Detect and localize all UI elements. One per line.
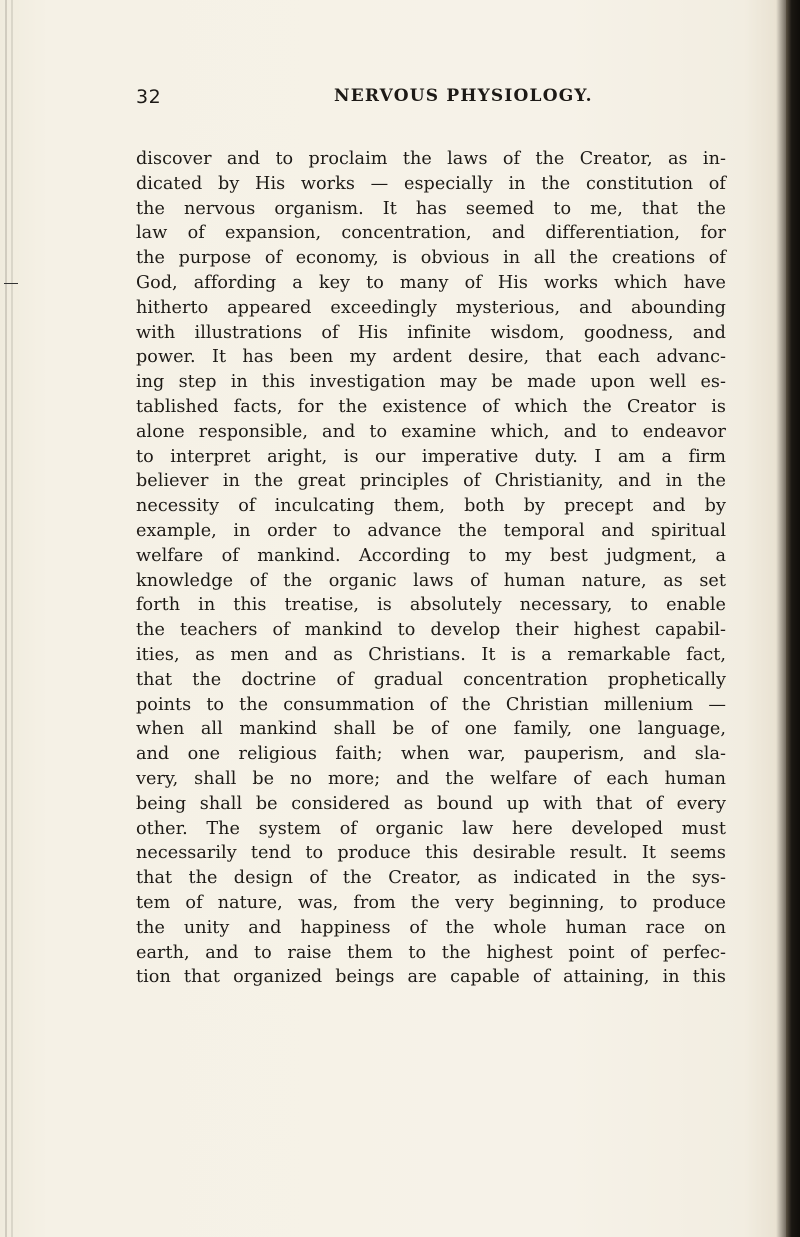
text-line: knowledge of the organic laws of human nature, as set [136, 570, 726, 591]
text-line: law of expansion, concentration, and differentiation, for [136, 223, 726, 244]
text-line: power. It has been my ardent desire, that each advanc- [136, 347, 726, 368]
text-line: believer in the great principles of Christianity, and in the [136, 471, 726, 492]
page-number: 32 [136, 86, 162, 108]
text-line: tion that organized beings are capable of attaining, in this [136, 967, 726, 988]
text-line: the teachers of mankind to develop their highest capabil- [136, 620, 726, 641]
text-line: to interpret aright, is our imperative duty. I am a firm [136, 446, 726, 467]
text-line: welfare of mankind. According to my best judgment, a [136, 545, 726, 566]
text-line: points to the consummation of the Christian millenium — [136, 694, 726, 715]
body-paragraph [136, 147, 726, 990]
text-line: forth in this treatise, is absolutely necessary, to enable [136, 595, 726, 616]
text-line: necessarily tend to produce this desirable result. It seems [136, 843, 726, 864]
text-line: ities, as men and as Christians. It is a remarkable fact, [136, 644, 726, 665]
text-line: that the design of the Creator, as indicated in the sys- [136, 868, 726, 889]
text-line: being shall be considered as bound up with that of every [136, 793, 726, 814]
text-line: other. The system of organic law here developed must [136, 818, 726, 839]
page-shadow-edge [786, 0, 800, 1237]
binding-edge [0, 0, 22, 1237]
text-line: very, shall be no more; and the welfare of each human [136, 768, 726, 789]
text-line: earth, and to raise them to the highest point of perfec- [136, 942, 726, 963]
margin-dash [4, 283, 18, 284]
text-line: the purpose of economy, is obvious in all the creations of [136, 248, 726, 269]
text-line: with illustrations of His infinite wisdom, goodness, and [136, 322, 726, 343]
text-line: example, in order to advance the temporal and spiritual [136, 520, 726, 541]
text-line: necessity of inculcating them, both by precept and by [136, 496, 726, 517]
text-line: and one religious faith; when war, pauperism, and sla- [136, 744, 726, 765]
text-line: hitherto appeared exceedingly mysterious, and abounding [136, 297, 726, 318]
running-head: NERVOUS PHYSIOLOGY. [334, 86, 593, 106]
text-line: the nervous organism. It has seemed to me, that the [136, 198, 726, 219]
page-header [136, 86, 722, 116]
text-line: God, affording a key to many of His works which have [136, 272, 726, 293]
text-line: the unity and happiness of the whole human race on [136, 917, 726, 938]
text-line: alone responsible, and to examine which, and to endeavor [136, 421, 726, 442]
text-line: discover and to proclaim the laws of the Creator, as in- [136, 149, 726, 169]
text-line: ing step in this investigation may be made upon well es- [136, 372, 726, 393]
text-line: that the doctrine of gradual concentration prophetically [136, 669, 726, 690]
text-line: dicated by His works — especially in the constitution of [136, 173, 726, 194]
text-line: tablished facts, for the existence of which the Creator is [136, 396, 726, 417]
text-line: tem of nature, was, from the very beginning, to produce [136, 892, 726, 913]
text-line: when all mankind shall be of one family, one language, [136, 719, 726, 740]
